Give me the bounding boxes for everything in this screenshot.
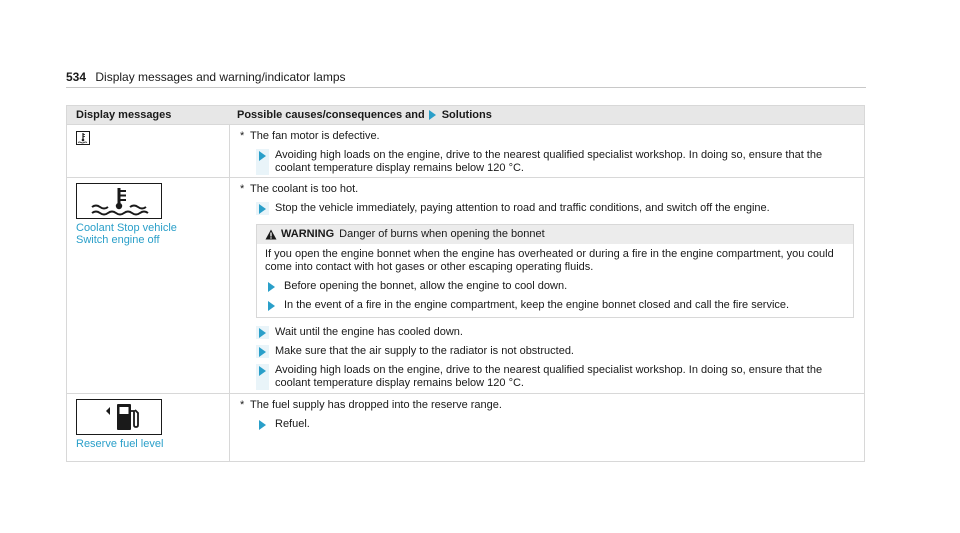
page-header-title: Display messages and warning/indicator lamps [95,70,346,84]
header-divider [66,87,866,88]
arrow-right-icon [268,282,275,292]
warning-title: WARNING [281,228,335,240]
warning-header [257,225,853,244]
page-number: 534 [66,70,87,84]
causes-cell [230,394,864,461]
warning-body [257,244,853,317]
warning-text: If you open the engine bonnet when the engine has overheated or during a fire in the engine compartment, you could come into contact with hot gases or other escaping operating fluids. [265,248,834,273]
warning-step-text: In the event of a fire in the engine compartment, keep the engine bonnet closed and call the fire service. [284,299,790,311]
solution-step [256,345,854,358]
arrow-right-icon [259,420,266,430]
solution-text: Make sure that the air supply to the radiator is not obstructed. [275,345,574,357]
causes-cell [230,178,864,393]
display-message-cell [67,394,230,461]
solution-step [256,149,854,175]
page-header [66,70,346,84]
coolant-temperature-icon [76,183,162,219]
cause-item: * The coolant is too hot. [240,183,359,195]
solution-step [256,364,854,390]
message-label: Reserve fuel level [76,438,164,450]
solution-step [256,202,854,215]
solution-text: Wait until the engine has cooled down. [275,326,463,338]
arrow-right-icon [259,366,266,376]
solution-step [256,326,854,339]
message-label: Switch engine off [76,234,160,246]
warning-triangle-icon [265,229,277,240]
warning-subtitle: Danger of burns when opening the bonnet [339,228,545,240]
coolant-temperature-small-icon [76,131,90,145]
cause-text: The fan motor is defective. [250,130,380,142]
solution-step [256,418,854,431]
arrow-right-icon [259,328,266,338]
fuel-pump-icon [76,399,162,435]
table-row [67,124,864,177]
table-row [67,177,864,393]
cause-text: The coolant is too hot. [250,183,359,195]
warning-step [265,299,845,312]
warning-box [256,224,854,318]
display-message-cell [67,125,230,177]
cause-text: The fuel supply has dropped into the reserve range. [250,399,502,411]
solution-text: Avoiding high loads on the engine, drive to the nearest qualified specialist workshop. In doing so, ensure that the coolant temperature display remains below 120 °C. [275,149,823,174]
col-header-display-messages: Display messages [76,109,172,121]
col-header-causes-text: Possible causes/consequences and [237,109,425,121]
causes-cell [230,125,864,177]
col-header-solutions-text: Solutions [441,109,492,121]
table-row [67,393,864,461]
col-header-causes [230,106,864,124]
table-header [67,106,864,124]
cause-item: * The fan motor is defective. [240,130,380,142]
arrow-right-icon [259,204,266,214]
solution-text: Stop the vehicle immediately, paying attention to road and traffic conditions, and switch off the engine. [275,202,770,214]
warning-step-text: Before opening the bonnet, allow the engine to cool down. [284,280,568,292]
arrow-right-icon [268,301,275,311]
arrow-right-icon [259,347,266,357]
cause-item: * The fuel supply has dropped into the reserve range. [240,399,502,411]
message-label: Coolant Stop vehicle [76,222,177,234]
display-messages-table [66,105,865,462]
arrow-right-icon [429,110,436,120]
solution-text: Avoiding high loads on the engine, drive to the nearest qualified specialist workshop. In doing so, ensure that the coolant temperature display remains below 120 °C. [275,364,823,389]
solution-text: Refuel. [275,418,310,430]
warning-step [265,280,845,293]
arrow-right-icon [259,151,266,161]
display-message-cell [67,178,230,393]
